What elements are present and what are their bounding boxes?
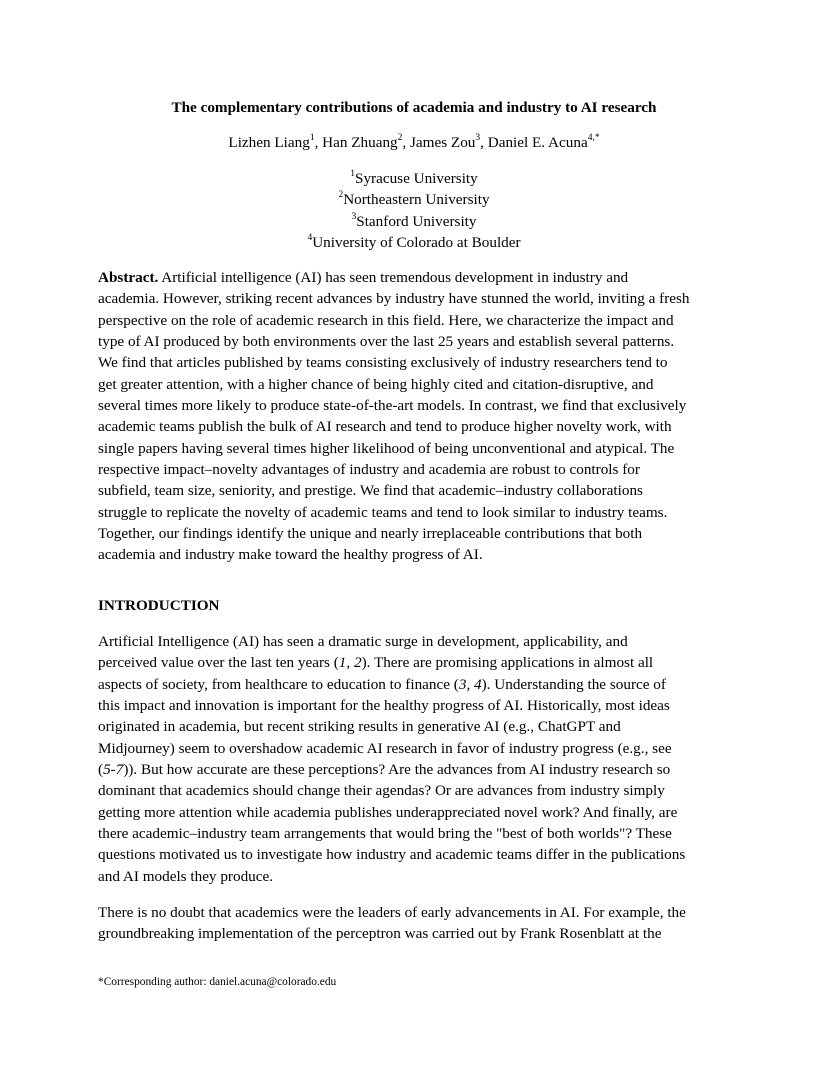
author-separator: , (314, 134, 323, 151)
affiliation (0, 189, 828, 210)
text-line: academic teams publish the bulk of AI research and tend to produce higher novelty work, with (98, 418, 672, 436)
affiliation (0, 211, 828, 232)
text-line: and AI models they produce. (98, 867, 274, 885)
text-line: questions motivated us to investigate how industry and academic teams differ in the publications (98, 846, 686, 864)
text-line: aspects of society, from healthcare to education to finance (3, 4). Understanding the source of (98, 675, 666, 693)
citation-number: 3 (458, 675, 467, 693)
affiliation-mark: 4 (307, 232, 313, 243)
citation-number: 5-7 (103, 761, 124, 779)
author-affiliation-mark: 2 (397, 132, 403, 143)
affiliation-list (0, 168, 828, 253)
text-line: perspective on the role of academic research in this field. Here, we characterize the impact and (98, 311, 674, 329)
text-line: respective impact–novelty advantages of industry and academia are robust to controls for (98, 461, 640, 479)
text-line: Together, our findings identify the unique and nearly irreplaceable contributions that both (98, 525, 643, 543)
corresponding-author-footnote: *Corresponding author: daniel.acuna@colorado.edu (98, 976, 337, 988)
text-line: (5-7)). But how accurate are these perceptions? Are the advances from AI industry research so (98, 761, 671, 779)
author-name: Lizhen Liang (228, 134, 310, 151)
author-affiliation-mark: 3 (475, 132, 481, 143)
author-name: Han Zhuang (322, 134, 398, 151)
text-line: type of AI produced by both environments over the last 25 years and establish several patterns. (98, 333, 675, 351)
affiliation-name: University of Colorado at Boulder (312, 233, 521, 251)
text-line: originated in academia, but recent striking results in generative AI (e.g., ChatGPT and (98, 718, 621, 736)
text-line: Midjourney) seem to overshadow academic AI research in favor of industry progress (e.g., see (98, 739, 672, 757)
text-line: this impact and innovation is important for the healthy progress of AI. Historically, most ideas (98, 697, 670, 715)
affiliation-mark: 3 (351, 211, 357, 222)
text-line: groundbreaking implementation of the perceptron was carried out by Frank Rosenblatt at the (98, 925, 662, 943)
author-list (0, 133, 828, 153)
text-line: We find that articles published by teams consisting exclusively of industry researchers tend to (98, 354, 668, 372)
text-line: Artificial Intelligence (AI) has seen a dramatic surge in development, applicability, and (98, 633, 628, 650)
introduction-paragraph (98, 631, 738, 887)
affiliation-mark: 1 (350, 168, 355, 179)
text-line: struggle to replicate the novelty of academic teams and tend to look similar to industry teams. (98, 503, 668, 521)
author-name: Daniel E. Acuna (487, 134, 588, 151)
author-separator: , (402, 134, 410, 151)
text-line: single papers having several times higher likelihood of being unconventional and atypical. The (98, 439, 675, 457)
affiliation-mark: 2 (338, 190, 344, 201)
citation-number: 4 (474, 675, 482, 693)
abstract (98, 267, 738, 566)
author-affiliation-mark: 4,* (587, 132, 600, 143)
body-paragraph (98, 902, 738, 945)
text-line: Abstract. Artificial intelligence (AI) has seen tremendous development in industry and (98, 269, 629, 286)
section-heading-introduction: INTRODUCTION (98, 597, 220, 614)
paper-title: The complementary contributions of academia and industry to AI research (171, 99, 657, 116)
citation-number: 2 (353, 654, 362, 672)
text-line: several times more likely to produce state-of-the-art models. In contrast, we find that exclusively (98, 397, 687, 415)
text-line: there academic–industry team arrangements that would bring the "best of both worlds"? These (98, 825, 672, 843)
affiliation-name: Northeastern University (343, 191, 490, 209)
text-line: perceived value over the last ten years (1, 2). There are promising applications in almost all (98, 654, 654, 672)
author-separator: , (480, 134, 488, 151)
abstract-label: Abstract. (98, 269, 159, 286)
affiliation-name: Syracuse University (355, 170, 478, 187)
text-line: academia. However, striking recent advances by industry have stunned the world, inviting a fresh (98, 290, 690, 308)
author-name: James Zou (410, 134, 476, 151)
text-line: dominant that academics should change their agendas? Or are advances from industry simply (98, 782, 665, 800)
affiliation-name: Stanford University (356, 212, 477, 230)
affiliation (0, 168, 828, 189)
text-line: There is no doubt that academics were the leaders of early advancements in AI. For example, the (98, 904, 686, 921)
text-line: academia and industry make toward the healthy progress of AI. (98, 546, 483, 564)
text-line: get greater attention, with a higher chance of being highly cited and citation-disruptive, and (98, 375, 654, 393)
author-affiliation-mark: 1 (309, 132, 315, 143)
citation-number: 1 (338, 654, 347, 672)
text-line: subfield, team size, seniority, and prestige. We find that academic–industry collaborations (98, 482, 643, 500)
text-line: getting more attention while academia publishes underappreciated novel work? And finally, are (98, 803, 678, 821)
affiliation (0, 232, 828, 253)
